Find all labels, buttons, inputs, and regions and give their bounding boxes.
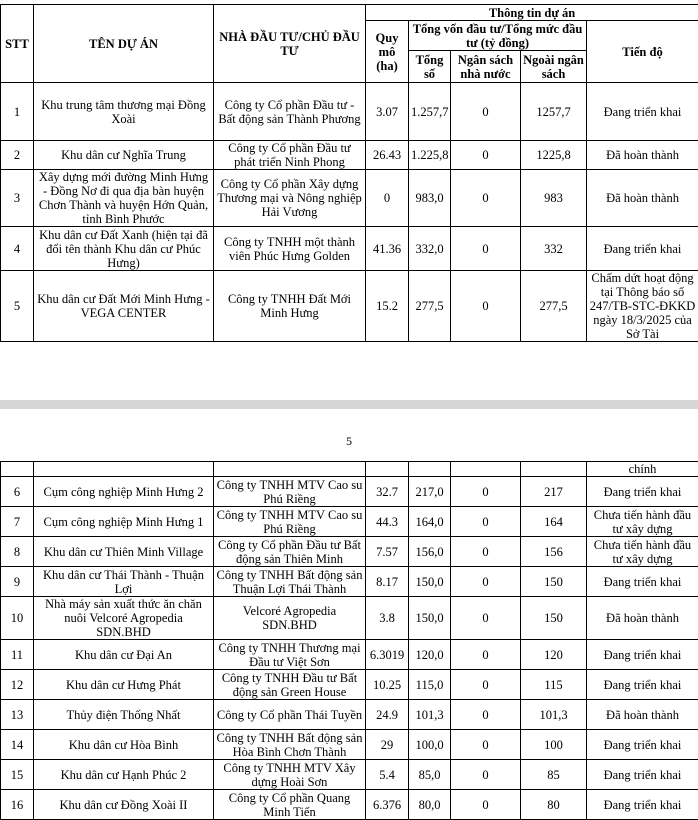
row-project-name: Xây dựng mới đường Minh Hưng - Đồng Nơ đi qua địa bàn huyện Chơn Thành và huyện Hớn Quản, tỉnh Bình Phước <box>34 170 214 227</box>
row-project-name: Nhà máy sản xuất thức ăn chăn nuôi Velcoré Agropedia SDN.BHD <box>34 597 214 640</box>
cont-cell <box>214 462 366 477</box>
table-row <box>1 567 698 597</box>
row-investor: Công ty TNHH MTV Xây dựng Hoài Sơn <box>214 760 366 790</box>
row-state-budget: 0 <box>451 760 521 790</box>
project-table-page1 <box>0 4 698 342</box>
row-non-budget: 80 <box>521 790 587 820</box>
table-row <box>1 477 698 507</box>
row-scale: 41.36 <box>366 227 409 271</box>
row-scale: 24.9 <box>366 700 409 730</box>
header-project-name: TÊN DỰ ÁN <box>34 5 214 83</box>
row-stt: 14 <box>1 730 34 760</box>
row-state-budget: 0 <box>451 83 521 141</box>
row-scale: 32.7 <box>366 477 409 507</box>
row-stt: 10 <box>1 597 34 640</box>
row-total: 277,5 <box>409 271 451 342</box>
table-row <box>1 141 698 170</box>
header-investor: NHÀ ĐẦU TƯ/CHỦ ĐẦU TƯ <box>214 5 366 83</box>
continuation-text: chính <box>587 462 698 477</box>
table-row <box>1 537 698 567</box>
row-investor: Công ty TNHH Thương mại Đầu tư Việt Sơn <box>214 640 366 670</box>
table-row <box>1 507 698 537</box>
row-investor: Công ty TNHH Đất Mới Minh Hưng <box>214 271 366 342</box>
row-progress: Đang triển khai <box>587 790 698 820</box>
row-investor: Công ty Cổ phần Quang Minh Tiến <box>214 790 366 820</box>
row-state-budget: 0 <box>451 141 521 170</box>
row-stt: 16 <box>1 790 34 820</box>
row-project-name: Khu dân cư Đại An <box>34 640 214 670</box>
table-row <box>1 730 698 760</box>
row-total: 1.257,7 <box>409 83 451 141</box>
row-investor: Công ty TNHH Bất động sản Hòa Bình Chơn Thành <box>214 730 366 760</box>
row-project-name: Thủy điện Thống Nhất <box>34 700 214 730</box>
row-non-budget: 983 <box>521 170 587 227</box>
row-scale: 5.4 <box>366 760 409 790</box>
row-total: 115,0 <box>409 670 451 700</box>
row-non-budget: 156 <box>521 537 587 567</box>
row-project-name: Khu dân cư Thiên Minh Village <box>34 537 214 567</box>
row-stt: 12 <box>1 670 34 700</box>
row-stt: 4 <box>1 227 34 271</box>
table-row <box>1 170 698 227</box>
row-non-budget: 115 <box>521 670 587 700</box>
row-project-name: Khu dân cư Hòa Bình <box>34 730 214 760</box>
cont-cell <box>451 462 521 477</box>
row-progress: Đang triển khai <box>587 730 698 760</box>
row-progress: Chưa tiến hành đầu tư xây dựng <box>587 537 698 567</box>
row-investor: Công ty Cổ phần Đầu tư - Bất động sản Thành Phương <box>214 83 366 141</box>
row-investor: Công ty TNHH Bất động sản Thuận Lợi Thái Thành <box>214 567 366 597</box>
table-row <box>1 271 698 342</box>
header-stt: STT <box>1 5 34 83</box>
row-state-budget: 0 <box>451 227 521 271</box>
row-total: 983,0 <box>409 170 451 227</box>
row-stt: 6 <box>1 477 34 507</box>
row-project-name: Khu dân cư Hưng Phát <box>34 670 214 700</box>
row-scale: 3.07 <box>366 83 409 141</box>
row-state-budget: 0 <box>451 271 521 342</box>
header-progress: Tiến độ <box>587 21 698 83</box>
table-row <box>1 640 698 670</box>
row-project-name: Khu dân cư Nghĩa Trung <box>34 141 214 170</box>
row-stt: 3 <box>1 170 34 227</box>
row-stt: 11 <box>1 640 34 670</box>
row-non-budget: 164 <box>521 507 587 537</box>
row-project-name: Khu dân cư Đất Xanh (hiện tại đã đổi tên thành Khu dân cư Phúc Hưng) <box>34 227 214 271</box>
table-row <box>1 227 698 271</box>
row-non-budget: 150 <box>521 567 587 597</box>
row-investor: Công ty Cổ phần Đầu tư phát triển Ninh Phong <box>214 141 366 170</box>
row-project-name: Khu dân cư Đồng Xoài II <box>34 790 214 820</box>
row-progress: Đã hoàn thành <box>587 597 698 640</box>
row-stt: 5 <box>1 271 34 342</box>
row-progress: Chưa tiến hành đầu tư xây dựng <box>587 507 698 537</box>
row-scale: 29 <box>366 730 409 760</box>
row-state-budget: 0 <box>451 537 521 567</box>
row-total: 217,0 <box>409 477 451 507</box>
row-progress: Đang triển khai <box>587 227 698 271</box>
row-state-budget: 0 <box>451 700 521 730</box>
row-non-budget: 101,3 <box>521 700 587 730</box>
cont-cell <box>409 462 451 477</box>
row-investor: Công ty TNHH Đầu tư Bất động sản Green House <box>214 670 366 700</box>
row-total: 156,0 <box>409 537 451 567</box>
cont-cell <box>1 462 34 477</box>
row-progress: Đang triển khai <box>587 567 698 597</box>
row-total: 150,0 <box>409 597 451 640</box>
row-total: 85,0 <box>409 760 451 790</box>
row-scale: 44.3 <box>366 507 409 537</box>
cont-cell <box>34 462 214 477</box>
row-investor: Công ty Cổ phần Thái Tuyền <box>214 700 366 730</box>
row-project-name: Khu dân cư Hạnh Phúc 2 <box>34 760 214 790</box>
table-row <box>1 790 698 820</box>
row-non-budget: 1225,8 <box>521 141 587 170</box>
row-total: 164,0 <box>409 507 451 537</box>
table-row <box>1 597 698 640</box>
table-row <box>1 700 698 730</box>
row-scale: 8.17 <box>366 567 409 597</box>
row-stt: 2 <box>1 141 34 170</box>
header-non-budget: Ngoài ngân sách <box>521 51 587 83</box>
row-investor: Công ty TNHH MTV Cao su Phú Riềng <box>214 507 366 537</box>
row-non-budget: 120 <box>521 640 587 670</box>
row-investor: Công ty Cổ phần Đầu tư Bất động sản Thiên Minh <box>214 537 366 567</box>
row-project-name: Khu dân cư Thái Thành - Thuận Lợi <box>34 567 214 597</box>
row-scale: 6.376 <box>366 790 409 820</box>
header-scale: Quy mô (ha) <box>366 21 409 83</box>
table-row <box>1 670 698 700</box>
row-state-budget: 0 <box>451 670 521 700</box>
row-state-budget: 0 <box>451 477 521 507</box>
row-total: 120,0 <box>409 640 451 670</box>
row-scale: 7.57 <box>366 537 409 567</box>
row-total: 100,0 <box>409 730 451 760</box>
row-state-budget: 0 <box>451 790 521 820</box>
row-state-budget: 0 <box>451 640 521 670</box>
row-scale: 3.8 <box>366 597 409 640</box>
row-project-name: Khu trung tâm thương mại Đồng Xoài <box>34 83 214 141</box>
row-stt: 9 <box>1 567 34 597</box>
row-scale: 10.25 <box>366 670 409 700</box>
row-scale: 0 <box>366 170 409 227</box>
row-non-budget: 100 <box>521 730 587 760</box>
cont-cell <box>366 462 409 477</box>
row-progress: Đang triển khai <box>587 670 698 700</box>
row-non-budget: 332 <box>521 227 587 271</box>
row-non-budget: 277,5 <box>521 271 587 342</box>
row-project-name: Cụm công nghiệp Minh Hưng 2 <box>34 477 214 507</box>
header-state-budget: Ngân sách nhà nước <box>451 51 521 83</box>
row-progress: Đang triển khai <box>587 640 698 670</box>
header-project-info: Thông tin dự án <box>366 5 698 21</box>
row-project-name: Cụm công nghiệp Minh Hưng 1 <box>34 507 214 537</box>
row-stt: 13 <box>1 700 34 730</box>
row-investor: Công ty Cổ phần Xây dựng Thương mại và Nông nghiệp Hải Vương <box>214 170 366 227</box>
row-total: 80,0 <box>409 790 451 820</box>
row-investor: Công ty TNHH MTV Cao su Phú Riềng <box>214 477 366 507</box>
row-state-budget: 0 <box>451 567 521 597</box>
row-progress: Đang triển khai <box>587 760 698 790</box>
row-non-budget: 85 <box>521 760 587 790</box>
row-state-budget: 0 <box>451 597 521 640</box>
row-total: 1.225,8 <box>409 141 451 170</box>
row-non-budget: 1257,7 <box>521 83 587 141</box>
page-separator <box>0 400 698 409</box>
row-scale: 6.3019 <box>366 640 409 670</box>
row-stt: 7 <box>1 507 34 537</box>
row-non-budget: 150 <box>521 597 587 640</box>
row-investor: Velcoré Agropedia SDN.BHD <box>214 597 366 640</box>
row-state-budget: 0 <box>451 730 521 760</box>
row-progress: Đã hoàn thành <box>587 700 698 730</box>
row-progress: Chấm dứt hoạt động tại Thông báo số 247/TB-STC-ĐKKD ngày 18/3/2025 của Sở Tài <box>587 271 698 342</box>
row-stt: 1 <box>1 83 34 141</box>
row-total: 150,0 <box>409 567 451 597</box>
row-progress: Đang triển khai <box>587 83 698 141</box>
row-scale: 26.43 <box>366 141 409 170</box>
cont-cell <box>521 462 587 477</box>
project-table-page2 <box>0 461 698 820</box>
table-row <box>1 760 698 790</box>
row-stt: 8 <box>1 537 34 567</box>
header-total: Tổng số <box>409 51 451 83</box>
header-total-capital: Tổng vốn đầu tư/Tổng mức đầu tư (tỷ đồng) <box>409 21 587 51</box>
row-scale: 15.2 <box>366 271 409 342</box>
row-state-budget: 0 <box>451 170 521 227</box>
row-stt: 15 <box>1 760 34 790</box>
row-progress: Đã hoàn thành <box>587 170 698 227</box>
row-progress: Đã hoàn thành <box>587 141 698 170</box>
row-total: 101,3 <box>409 700 451 730</box>
row-state-budget: 0 <box>451 507 521 537</box>
page-number: 5 <box>0 433 698 449</box>
row-progress: Đang triển khai <box>587 477 698 507</box>
table-row <box>1 83 698 141</box>
row-project-name: Khu dân cư Đất Mới Minh Hưng - VEGA CENTER <box>34 271 214 342</box>
row-total: 332,0 <box>409 227 451 271</box>
row-non-budget: 217 <box>521 477 587 507</box>
row-investor: Công ty TNHH một thành viên Phúc Hưng Golden <box>214 227 366 271</box>
